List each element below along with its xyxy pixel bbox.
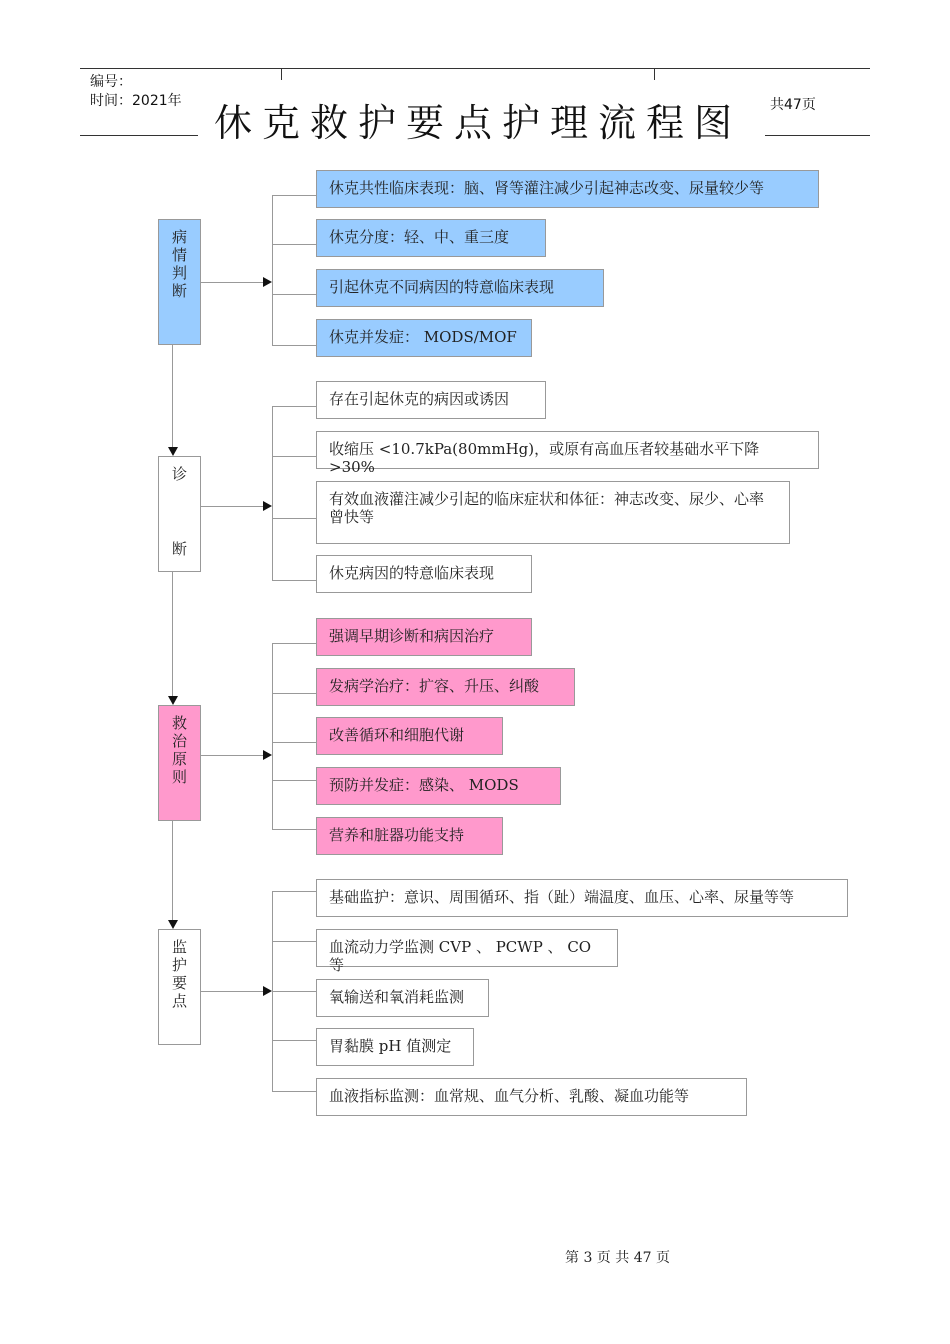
- flow-item: 休克共性临床表现：脑、肾等灌注减少引起神志改变、尿量较少等: [316, 170, 819, 208]
- category-char: 断: [171, 282, 187, 300]
- bracket-tick: [272, 643, 316, 644]
- bracket-tick: [272, 345, 316, 346]
- flow-item: 引起休克不同病因的特意临床表现: [316, 269, 604, 307]
- flow-item: 有效血液灌注减少引起的临床症状和体征：神志改变、尿少、心率曾快等: [316, 481, 790, 544]
- flow-item: 休克分度：轻、中、重三度: [316, 219, 546, 257]
- total-pages-label: 共47页: [770, 97, 816, 113]
- bracket-tick: [272, 742, 316, 743]
- category-char: 原: [171, 750, 187, 768]
- flow-item: 强调早期诊断和病因治疗: [316, 618, 532, 656]
- bracket-tick: [272, 941, 316, 942]
- bracket-tick: [272, 294, 316, 295]
- category-char: 要: [171, 974, 187, 992]
- connector-line: [201, 506, 263, 507]
- page-title: 休克救护要点护理流程图: [214, 101, 743, 145]
- bracket-tick: [272, 1040, 316, 1041]
- bracket-line: [272, 643, 273, 829]
- category-char: 救: [171, 714, 187, 732]
- header-top-rule: [80, 68, 870, 69]
- flow-item: 氧输送和氧消耗监测: [316, 979, 489, 1017]
- bracket-tick: [272, 244, 316, 245]
- flow-item: 发病学治疗：扩容、升压、纠酸: [316, 668, 575, 706]
- flow-line-2: [172, 572, 173, 697]
- bracket-tick: [272, 406, 316, 407]
- flow-item: 预防并发症：感染、 MODS: [316, 767, 561, 805]
- time-label: 时间：2021年: [90, 93, 182, 109]
- bracket-tick: [272, 829, 316, 830]
- bracket-tick: [272, 518, 316, 519]
- bracket-line: [272, 406, 273, 580]
- flow-item: 休克并发症： MODS/MOF: [316, 319, 532, 357]
- number-label: 编号：: [90, 74, 132, 90]
- bracket-tick: [272, 891, 316, 892]
- flow-item: 存在引起休克的病因或诱因: [316, 381, 546, 419]
- flow-item: 胃黏膜 pH 值测定: [316, 1028, 474, 1066]
- arrow-right-icon: [263, 501, 272, 511]
- bracket-tick: [272, 456, 316, 457]
- page-footer: 第 3 页 共 47 页: [565, 1250, 670, 1266]
- category-char: 病: [171, 228, 187, 246]
- flow-item: 改善循环和细胞代谢: [316, 717, 503, 755]
- arrow-right-icon: [263, 750, 272, 760]
- category-char: 护: [171, 956, 187, 974]
- category-diagnosis: [158, 456, 201, 572]
- header-tick-left: [281, 68, 282, 80]
- category-char: 则: [171, 768, 187, 786]
- bracket-line: [272, 195, 273, 345]
- category-char: 监: [171, 938, 187, 956]
- flow-item: 收缩压 <10.7kPa(80mmHg)，或原有高血压者较基础水平下降 >30%: [316, 431, 819, 469]
- category-monitoring-points: [158, 929, 201, 1045]
- flow-line-3: [172, 821, 173, 921]
- category-char: 判: [171, 264, 187, 282]
- flow-item: 血流动力学监测 CVP 、 PCWP 、 CO 等: [316, 929, 618, 967]
- bracket-tick: [272, 195, 316, 196]
- bracket-tick: [272, 693, 316, 694]
- arrow-down-icon: [168, 447, 178, 456]
- category-char: 诊: [171, 465, 187, 483]
- flow-line-1: [172, 345, 173, 448]
- category-char: 情: [171, 246, 187, 264]
- category-char: 点: [171, 992, 187, 1010]
- category-char: 治: [171, 732, 187, 750]
- category-condition-assessment: [158, 219, 201, 345]
- connector-line: [201, 282, 263, 283]
- flow-item: 基础监护：意识、周围循环、指（趾）端温度、血压、心率、尿量等等: [316, 879, 848, 917]
- bracket-tick: [272, 580, 316, 581]
- arrow-right-icon: [263, 277, 272, 287]
- arrow-down-icon: [168, 696, 178, 705]
- category-treatment-principles: [158, 705, 201, 821]
- arrow-right-icon: [263, 986, 272, 996]
- connector-line: [201, 755, 263, 756]
- flow-item: 营养和脏器功能支持: [316, 817, 503, 855]
- flow-item: 休克病因的特意临床表现: [316, 555, 532, 593]
- bracket-tick: [272, 780, 316, 781]
- header-bottom-rule-right: [765, 135, 870, 136]
- flow-item: 血液指标监测：血常规、血气分析、乳酸、凝血功能等: [316, 1078, 747, 1116]
- bracket-tick: [272, 991, 316, 992]
- bracket-tick: [272, 1091, 316, 1092]
- header-bottom-rule-left: [80, 135, 198, 136]
- connector-line: [201, 991, 263, 992]
- header-tick-right: [654, 68, 655, 80]
- category-char: 断: [171, 540, 187, 558]
- arrow-down-icon: [168, 920, 178, 929]
